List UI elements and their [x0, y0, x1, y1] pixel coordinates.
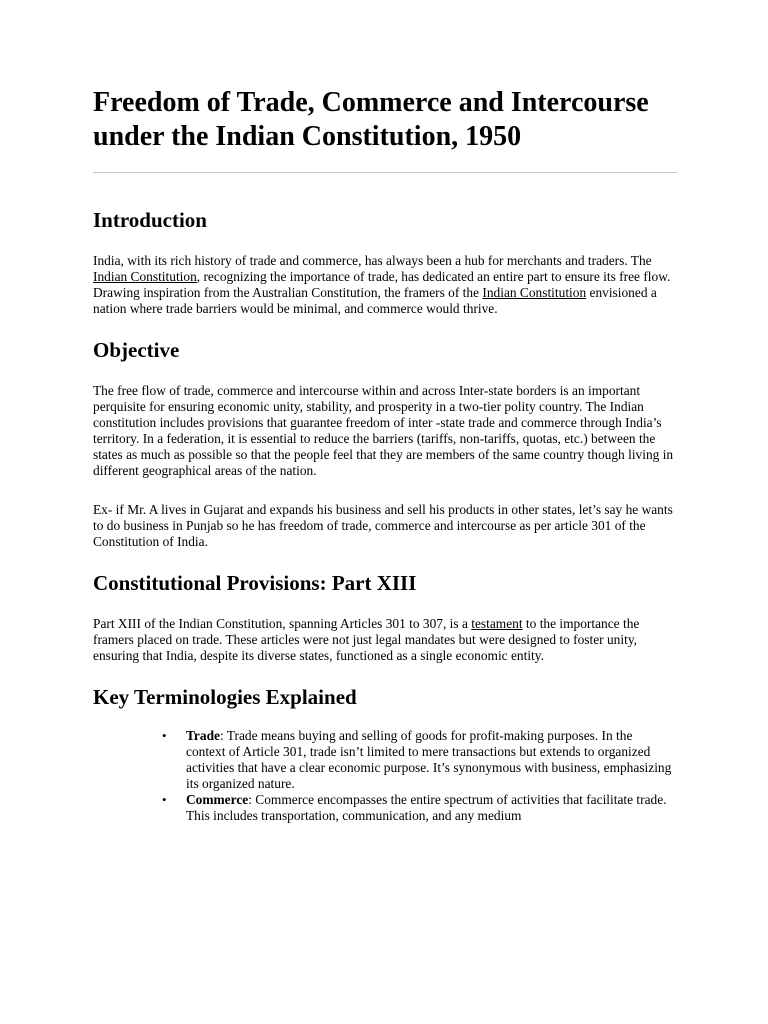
- objective-paragraph-2: Ex- if Mr. A lives in Gujarat and expands his business and sell his products in other states, let’s say he wants to do business in Punjab so he has freedom of trade, commerce and intercourse as per article 301 of the Constitution of India.: [93, 502, 673, 549]
- term-name: Trade: [186, 728, 220, 743]
- indian-constitution-link-2[interactable]: Indian Constitution: [482, 285, 587, 300]
- list-item: [162, 728, 677, 792]
- introduction-paragraph: [93, 253, 677, 317]
- bullet-icon: •: [162, 728, 167, 743]
- key-terms-list: [93, 728, 677, 824]
- introduction-text-3: envisioned a nation where trade barriers would be minimal, and commerce would thrive.: [93, 285, 657, 316]
- document-title: Freedom of Trade, Commerce and Intercourse under the Indian Constitution, 1950: [93, 87, 649, 152]
- key-terminologies-heading: Key Terminologies Explained: [93, 685, 357, 709]
- list-item: [162, 792, 677, 824]
- testament-link[interactable]: testament: [471, 616, 523, 631]
- introduction-text-1: India, with its rich history of trade and commerce, has always been a hub for merchants and traders. The: [93, 253, 652, 268]
- term-definition: : Trade means buying and selling of goods for profit-making purposes. In the context of Article 301, trade isn’t limited to mere transactions but extends to organized activities that have a clear economic purpose. It’s synonymous with business, emphasizing its organized nature.: [186, 728, 672, 791]
- constitutional-provisions-heading: Constitutional Provisions: Part XIII: [93, 571, 417, 595]
- term-name: Commerce: [186, 792, 249, 807]
- constitutional-text-1: Part XIII of the Indian Constitution, spanning Articles 301 to 307, is a: [93, 616, 472, 631]
- term-definition: : Commerce encompasses the entire spectrum of activities that facilitate trade. This includes transportation, communication, and any medium: [186, 792, 667, 823]
- introduction-heading: Introduction: [93, 208, 207, 232]
- bullet-icon: •: [162, 792, 167, 807]
- objective-paragraph-1: The free flow of trade, commerce and intercourse within and across Inter-state borders is an important perquisite for ensuring economic unity, stability, and prosperity in a two-tier polity country. The Indian constitution includes provisions that guarantee freedom of inter -state trade and commerce through India’s territory. In a federation, it is essential to reduce the barriers (tariffs, non-tariffs, quotas, etc.) between the states as much as possible so that the people feel that they are members of the same country though living in different geographical areas of the nation.: [93, 383, 674, 478]
- indian-constitution-link-1[interactable]: Indian Constitution: [93, 269, 197, 284]
- article-body: [93, 86, 677, 824]
- objective-heading: Objective: [93, 338, 180, 362]
- title-divider: [93, 172, 677, 173]
- constitutional-provisions-paragraph: [93, 616, 677, 664]
- constitutional-text-2: to the importance the framers placed on trade. These articles were not just legal mandates but were designed to foster unity, ensuring that India, despite its diverse states, functioned as a single economic entity.: [93, 616, 640, 663]
- introduction-text-2: , recognizing the importance of trade, has dedicated an entire part to ensure its free flow. Drawing inspiration from the Australian Constitution, the framers of the: [93, 269, 671, 300]
